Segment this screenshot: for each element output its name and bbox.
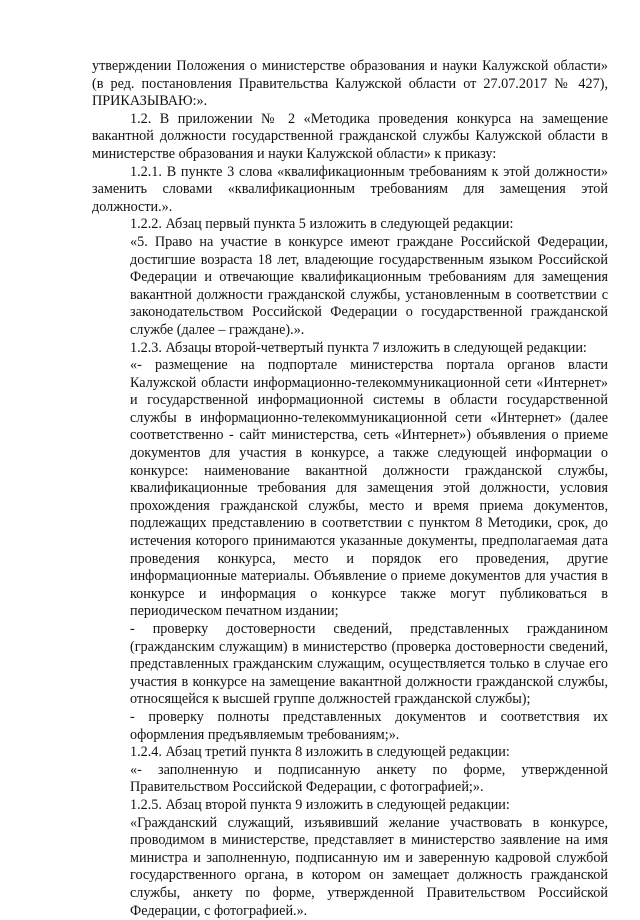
paragraph-1-2-3: 1.2.3. Абзацы второй-четвертый пункта 7 изложить в следующей редакции: bbox=[130, 339, 587, 356]
paragraph-intro: утверждении Положения о министерстве образования и науки Калужской области» (в ред. постановления Правительства Калужской области от 27.07.2017 № 427), ПРИКАЗЫВАЮ:». bbox=[92, 58, 608, 110]
quote-point-7-c: - проверку полноты представленных документов и соответствия их оформления предъявляемым требованиям;». bbox=[130, 708, 608, 743]
paragraph-1-2-5: 1.2.5. Абзац второй пункта 9 изложить в следующей редакции: bbox=[130, 796, 510, 813]
quote-point-8: «- заполненную и подписанную анкету по форме, утвержденной Правительством Российской Федерации, с фотографией;». bbox=[130, 761, 608, 796]
paragraph-1-2-2: 1.2.2. Абзац первый пункта 5 изложить в следующей редакции: bbox=[130, 216, 514, 233]
paragraph-1-2: 1.2. В приложении № 2 «Методика проведения конкурса на замещение вакантной должности государственной гражданской службы Калужской области в министерстве образования и науки Калужской области» к приказу: bbox=[92, 110, 608, 162]
quote-point-7-a: «- размещение на подпортале министерства портала органов власти Калужской области информационно-телекоммуникационной сети «Интернет» и государственной информационной системы в области государственной службы в информационно-телекоммуникационной сети «Интернет» (далее соответственно - сайт министерства, сеть «Интернет») объявления о приеме документов для участия в конкурсе, а также следующей информации о конкурсе: наименование вакантной должности гражданской службы, квалификационные требования для замещения этой должности, условия прохождения гражданской службы, место и время приема документов, подлежащих представлению в соответствии с пунктом 8 Методики, срок, до истечения которого принимаются указанные документы, предполагаемая дата проведения конкурса, место и порядок его проведения, другие информационные материалы. Объявление о приеме документов для участия в конкурсе и информация о конкурсе также могут публиковаться в периодическом печатном издании; bbox=[130, 357, 608, 620]
quote-point-5-text: «5. Право на участие в конкурсе имеют граждане Российской Федерации, достигшие возраста 18 лет, владеющие государственным языком Российской Федерации и отвечающие квалификационным требованиям для замещения вакантной должности гражданской службы, установленным в соответствии с законодательством Российской Федерации о государственной гражданской службе (далее – граждане).». bbox=[130, 233, 608, 338]
quote-point-9: «Гражданский служащий, изъявивший желание участвовать в конкурсе, проводимом в министерстве, представляет в министерство заявление на имя министра и заполненную, подписанную им и заверенную кадровой службой государственного органа, в котором он замещает должность гражданской службы, анкету по форме, утвержденной Правительством Российской Федерации, с фотографией.». bbox=[130, 814, 608, 919]
paragraph-1-2-1: 1.2.1. В пункте 3 слова «квалификационным требованиям к этой должности» заменить словами «квалификационным требованиям для замещения этой должности.». bbox=[92, 163, 608, 215]
paragraph-1-2-4: 1.2.4. Абзац третий пункта 8 изложить в следующей редакции: bbox=[130, 744, 510, 761]
quote-point-7-b: - проверку достоверности сведений, представленных гражданином (гражданским служащим) в министерство (проверка достоверности сведений, представленных гражданским служащим, осуществляется только в случае его участия в конкурсе на замещение вакантной должности гражданской службы, относящейся к высшей группе должностей гражданской службы); bbox=[130, 621, 608, 708]
quote-point-5 bbox=[92, 234, 608, 340]
document-page bbox=[92, 58, 608, 920]
